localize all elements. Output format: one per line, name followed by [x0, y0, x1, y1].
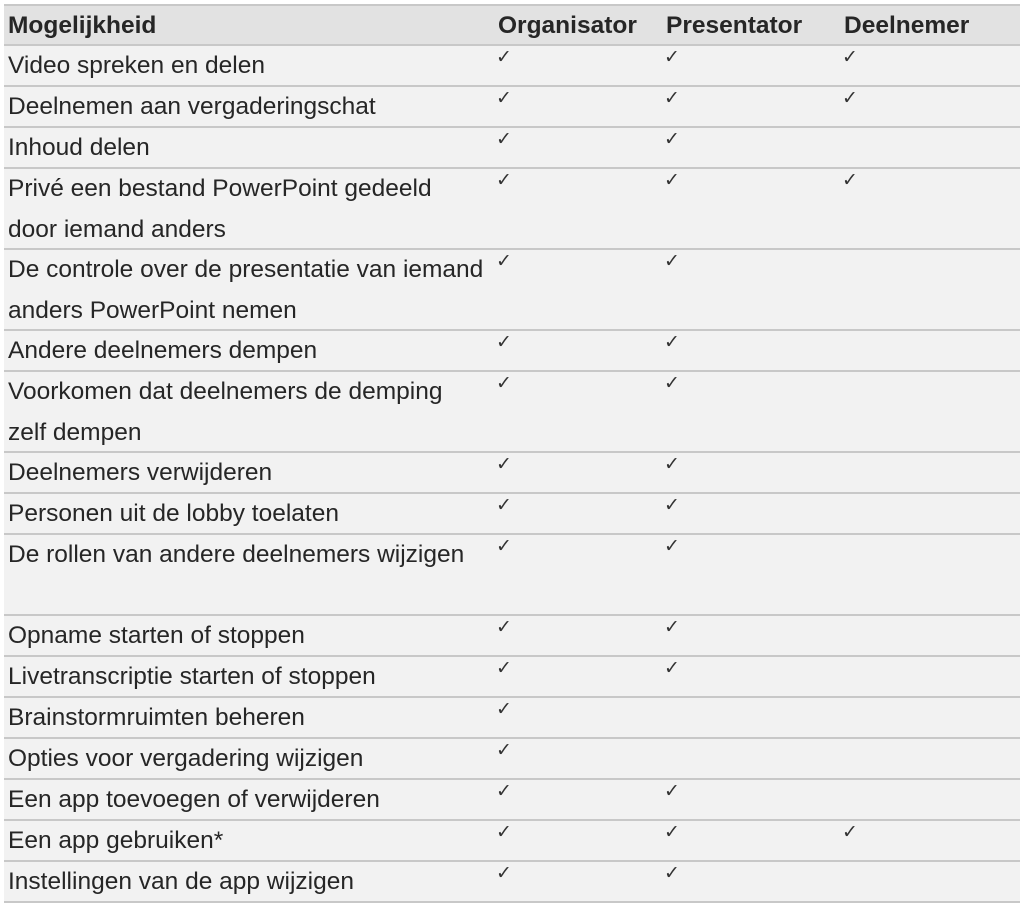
checkmark-icon: ✓ — [664, 658, 680, 679]
checkmark-icon: ✓ — [496, 454, 512, 475]
checkmark-icon: ✓ — [496, 129, 512, 150]
cell-organisator — [490, 331, 658, 370]
cell-deelnemer — [836, 331, 1020, 370]
checkmark-icon: ✓ — [664, 495, 680, 516]
checkmark-icon: ✓ — [496, 863, 512, 884]
cell-presentator — [658, 87, 836, 126]
cell-deelnemer — [836, 616, 1020, 655]
checkmark-icon: ✓ — [496, 88, 512, 109]
table-row — [4, 739, 1020, 780]
cell-organisator — [490, 821, 658, 860]
table-row — [4, 821, 1020, 862]
checkmark-icon: ✓ — [496, 373, 512, 394]
checkmark-icon: ✓ — [496, 740, 512, 761]
table-row — [4, 535, 1020, 616]
capability-label: Deelnemers verwijderen — [8, 459, 273, 486]
checkmark-icon: ✓ — [842, 170, 858, 191]
table-row — [4, 169, 1020, 250]
table-row — [4, 46, 1020, 87]
checkmark-icon: ✓ — [664, 781, 680, 802]
capability-label: Een app toevoegen of verwijderen — [8, 786, 380, 813]
cell-deelnemer — [836, 453, 1020, 492]
cell-presentator — [658, 535, 836, 614]
checkmark-icon: ✓ — [664, 47, 680, 68]
capability-label: Brainstormruimten beheren — [8, 704, 305, 731]
header-mogelijkheid: Mogelijkheid — [8, 12, 157, 39]
cell-deelnemer — [836, 821, 1020, 860]
cell-deelnemer — [836, 250, 1020, 329]
checkmark-icon: ✓ — [496, 47, 512, 68]
cell-presentator — [658, 46, 836, 85]
table-row — [4, 87, 1020, 128]
checkmark-icon: ✓ — [664, 332, 680, 353]
checkmark-icon: ✓ — [496, 617, 512, 638]
checkmark-icon: ✓ — [496, 781, 512, 802]
table-body — [4, 46, 1020, 903]
table-row — [4, 250, 1020, 331]
capability-label: Deelnemen aan vergaderingschat — [8, 93, 376, 120]
table-row — [4, 331, 1020, 372]
cell-presentator — [658, 494, 836, 533]
table-row — [4, 862, 1020, 903]
cell-deelnemer — [836, 128, 1020, 167]
checkmark-icon: ✓ — [496, 495, 512, 516]
cell-organisator — [490, 453, 658, 492]
cell-deelnemer — [836, 535, 1020, 614]
cell-presentator — [658, 331, 836, 370]
cell-presentator — [658, 739, 836, 778]
capability-label: De rollen van andere deelnemers wijzigen — [8, 541, 465, 568]
cell-deelnemer — [836, 739, 1020, 778]
cell-deelnemer — [836, 862, 1020, 901]
checkmark-icon: ✓ — [842, 822, 858, 843]
table-row — [4, 780, 1020, 821]
cell-presentator — [658, 821, 836, 860]
checkmark-icon: ✓ — [842, 47, 858, 68]
cell-organisator — [490, 46, 658, 85]
table-row — [4, 494, 1020, 535]
capability-label: Privé een bestand PowerPoint gedeeld door iemand anders — [8, 175, 432, 243]
table-row — [4, 453, 1020, 494]
capability-label: Opties voor vergadering wijzigen — [8, 745, 364, 772]
capability-label: Andere deelnemers dempen — [8, 337, 318, 364]
checkmark-icon: ✓ — [664, 251, 680, 272]
cell-organisator — [490, 128, 658, 167]
cell-deelnemer — [836, 46, 1020, 85]
checkmark-icon: ✓ — [664, 454, 680, 475]
cell-deelnemer — [836, 657, 1020, 696]
cell-presentator — [658, 250, 836, 329]
checkmark-icon: ✓ — [664, 88, 680, 109]
table-row — [4, 128, 1020, 169]
cell-organisator — [490, 372, 658, 451]
cell-deelnemer — [836, 494, 1020, 533]
cell-deelnemer — [836, 372, 1020, 451]
checkmark-icon: ✓ — [496, 536, 512, 557]
checkmark-icon: ✓ — [496, 170, 512, 191]
table-header-row — [4, 4, 1020, 46]
checkmark-icon: ✓ — [664, 536, 680, 557]
cell-presentator — [658, 657, 836, 696]
cell-presentator — [658, 862, 836, 901]
cell-organisator — [490, 739, 658, 778]
cell-organisator — [490, 616, 658, 655]
checkmark-icon: ✓ — [664, 617, 680, 638]
header-organisator: Organisator — [498, 12, 637, 39]
cell-presentator — [658, 453, 836, 492]
cell-organisator — [490, 87, 658, 126]
cell-deelnemer — [836, 780, 1020, 819]
cell-organisator — [490, 780, 658, 819]
permissions-table — [4, 4, 1020, 903]
cell-organisator — [490, 169, 658, 248]
table-row — [4, 698, 1020, 739]
cell-deelnemer — [836, 87, 1020, 126]
table-row — [4, 657, 1020, 698]
cell-presentator — [658, 698, 836, 737]
checkmark-icon: ✓ — [664, 170, 680, 191]
checkmark-icon: ✓ — [496, 699, 512, 720]
cell-deelnemer — [836, 169, 1020, 248]
cell-organisator — [490, 862, 658, 901]
capability-label: Opname starten of stoppen — [8, 622, 305, 649]
checkmark-icon: ✓ — [496, 658, 512, 679]
cell-organisator — [490, 698, 658, 737]
capability-label: Video spreken en delen — [8, 52, 265, 79]
cell-presentator — [658, 616, 836, 655]
cell-presentator — [658, 128, 836, 167]
cell-presentator — [658, 169, 836, 248]
table-row — [4, 616, 1020, 657]
checkmark-icon: ✓ — [496, 332, 512, 353]
cell-presentator — [658, 780, 836, 819]
cell-presentator — [658, 372, 836, 451]
checkmark-icon: ✓ — [664, 822, 680, 843]
header-presentator: Presentator — [666, 12, 803, 39]
capability-label: Voorkomen dat deelnemers de demping zelf dempen — [8, 378, 443, 446]
checkmark-icon: ✓ — [842, 88, 858, 109]
cell-organisator — [490, 657, 658, 696]
cell-organisator — [490, 250, 658, 329]
checkmark-icon: ✓ — [496, 251, 512, 272]
header-deelnemer: Deelnemer — [844, 12, 970, 39]
capability-label: Personen uit de lobby toelaten — [8, 500, 339, 527]
table-row — [4, 372, 1020, 453]
checkmark-icon: ✓ — [664, 863, 680, 884]
checkmark-icon: ✓ — [664, 129, 680, 150]
cell-deelnemer — [836, 698, 1020, 737]
capability-label: De controle over de presentatie van iemand anders PowerPoint nemen — [8, 256, 484, 324]
checkmark-icon: ✓ — [496, 822, 512, 843]
cell-organisator — [490, 535, 658, 614]
capability-label: Livetranscriptie starten of stoppen — [8, 663, 376, 690]
capability-label: Inhoud delen — [8, 134, 150, 161]
capability-label: Een app gebruiken* — [8, 827, 224, 854]
cell-organisator — [490, 494, 658, 533]
checkmark-icon: ✓ — [664, 373, 680, 394]
capability-label: Instellingen van de app wijzigen — [8, 868, 354, 895]
